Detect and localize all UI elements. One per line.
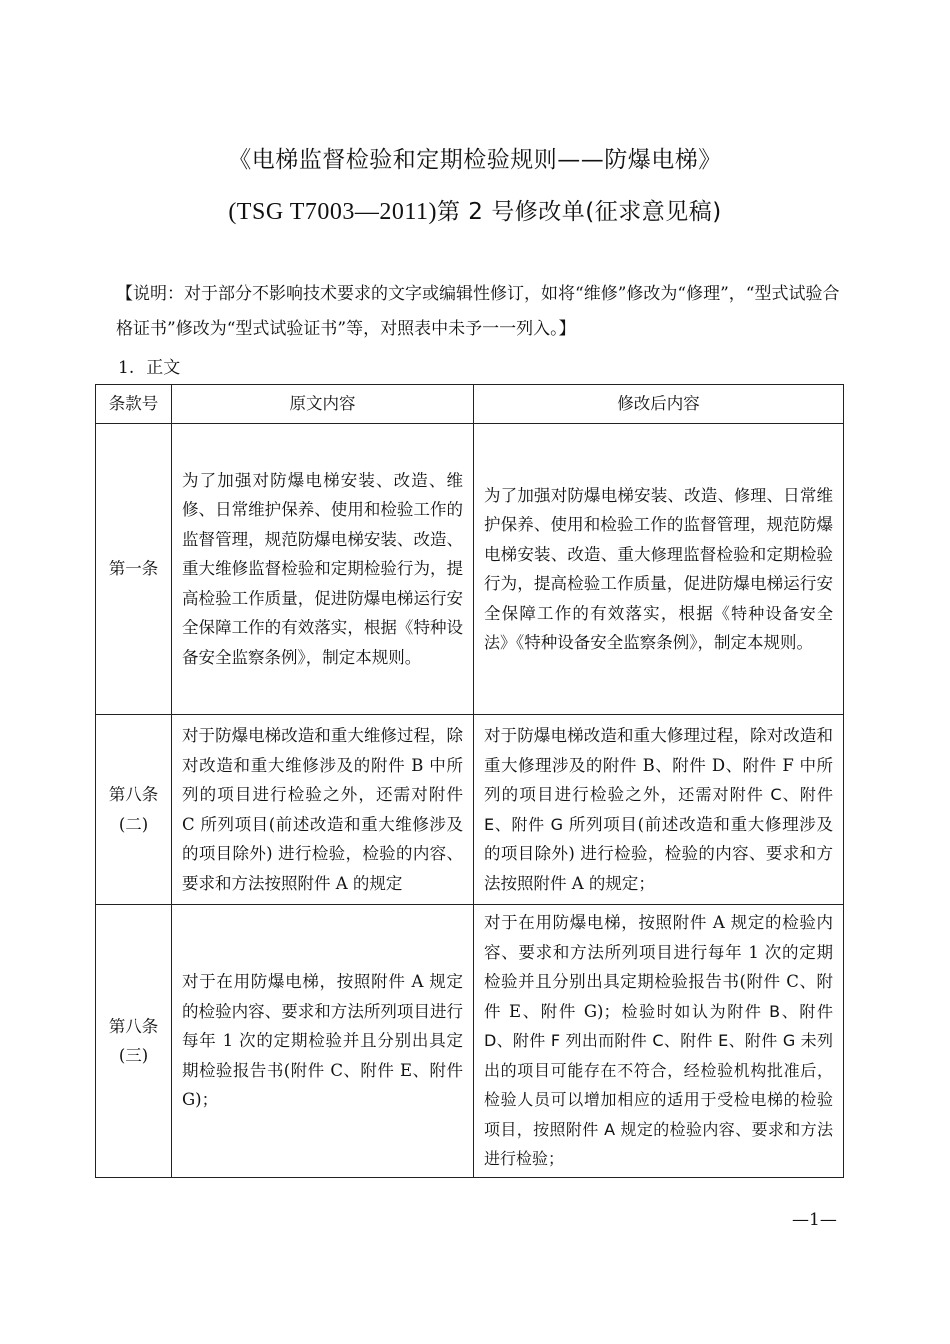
revised-text: 所列项目(前述改造和重大修理涉及的项目除外) 进行检验，检验的内容、要求和方法按照附件 A 的规定； — [484, 814, 833, 893]
revised-text-bold: 检验时如认为附件 B、附件 D、附件 F 列出而附件 C、附件 E、附件 G 未列出的项目可能存在不符合，经检验机构批准后，检验人员可以增加相应的适用于受检电梯的检验项目，按照附件 A 规定的检验内容、要求和方法进行检验； — [484, 1001, 833, 1169]
table-header-row — [96, 385, 844, 424]
amendment-title: 第 2 号修改单(征求意见稿) — [436, 199, 722, 225]
clause-cell: 第一条 — [96, 424, 172, 715]
revised-text-bold: 还需对附件 C、附件 E、附件 G — [484, 785, 833, 834]
clause-cell — [96, 715, 172, 905]
comparison-table — [95, 384, 844, 1178]
section-heading — [118, 353, 180, 378]
original-text-cell: 为了加强对防爆电梯安装、改造、维修、日常维护保养、使用和检验工作的监督管理，规范防爆电梯安装、改造、重大维修监督检验和定期检验行为，提高检验工作质量，促进防爆电梯运行安全保障工作的有效落实，根据《特种设备安全监察条例》，制定本规则。 — [172, 424, 474, 715]
clause-sublabel: (二) — [118, 814, 149, 834]
revised-text-bold: 修理 — [650, 544, 684, 564]
table-row — [96, 715, 844, 905]
page-number: —1— — [792, 1210, 837, 1230]
revised-text: 、日常维护保养、使用和检验工作的监督管理，规范防爆电梯安装、改造、重大 — [484, 485, 834, 564]
header-clause: 条款号 — [96, 385, 172, 424]
revised-text: 为了加强对防爆电梯安装、改造、 — [484, 485, 735, 505]
revised-text-cell — [474, 905, 844, 1178]
section-number: 1. — [118, 358, 135, 378]
explanation-note: 【说明：对于部分不影响技术要求的文字或编辑性修订，如将“维修”修改为“修理”，“型式试验合格证书”修改为“型式试验证书”等，对照表中未予一一列入。】 — [116, 284, 840, 339]
document-subtitle — [0, 193, 950, 226]
document-title: 《电梯监督检验和定期检验规则——防爆电梯》 — [228, 147, 722, 173]
header-revised: 修改后内容 — [474, 385, 844, 424]
clause-label: 第八条 — [108, 1016, 159, 1036]
clause-cell — [96, 905, 172, 1178]
clause-sublabel: (三) — [118, 1046, 149, 1065]
original-text-cell: 对于在用防爆电梯，按照附件 A 规定的检验内容、要求和方法所列项目进行每年 1 次的定期检验并且分别出具定期检验报告书(附件 C、附件 E、附件 G)； — [172, 905, 474, 1178]
clause-label: 第八条 — [108, 785, 159, 804]
table-row — [96, 905, 844, 1178]
original-text-cell: 对于防爆电梯改造和重大维修过程，除对改造和重大维修涉及的附件 B 中所列的项目进行检验之外，还需对附件 C 所列项目(前述改造和重大维修涉及的项目除外) 进行检验，检验的内容、要求和方法按照附件 A 的规定 — [172, 715, 474, 905]
section-title: 正文 — [146, 358, 181, 378]
revised-text-bold: 修理 — [734, 485, 767, 505]
revised-text-cell — [474, 715, 844, 905]
revised-text: 对于在用防爆电梯，按照附件 A 规定的检验内容、要求和方法所列项目进行每年 1 次的定期检验并且分别出具定期检验报告书(附件 C、附件 E、附件 G)； — [484, 913, 833, 1021]
revised-text: 监督检验和定期检验行为，提高检验工作质量，促进防爆电梯运行安全保障工作的有效落实，根据 — [484, 544, 834, 623]
revised-text-bold: 《特种设备安全法》 — [484, 603, 833, 652]
revised-text-cell — [474, 424, 844, 715]
revised-text: 对于防爆电梯改造和重大修理过程，除对改造和重大修理涉及的附件 B、附件 D、附件 F 中所列的项目进行检验之外， — [484, 726, 833, 804]
revised-text: 《特种设备安全监察条例》，制定本规则。 — [516, 633, 814, 652]
standard-number: (TSG T7003—2011) — [228, 199, 437, 225]
header-original: 原文内容 — [172, 385, 474, 424]
table-row — [96, 424, 844, 715]
